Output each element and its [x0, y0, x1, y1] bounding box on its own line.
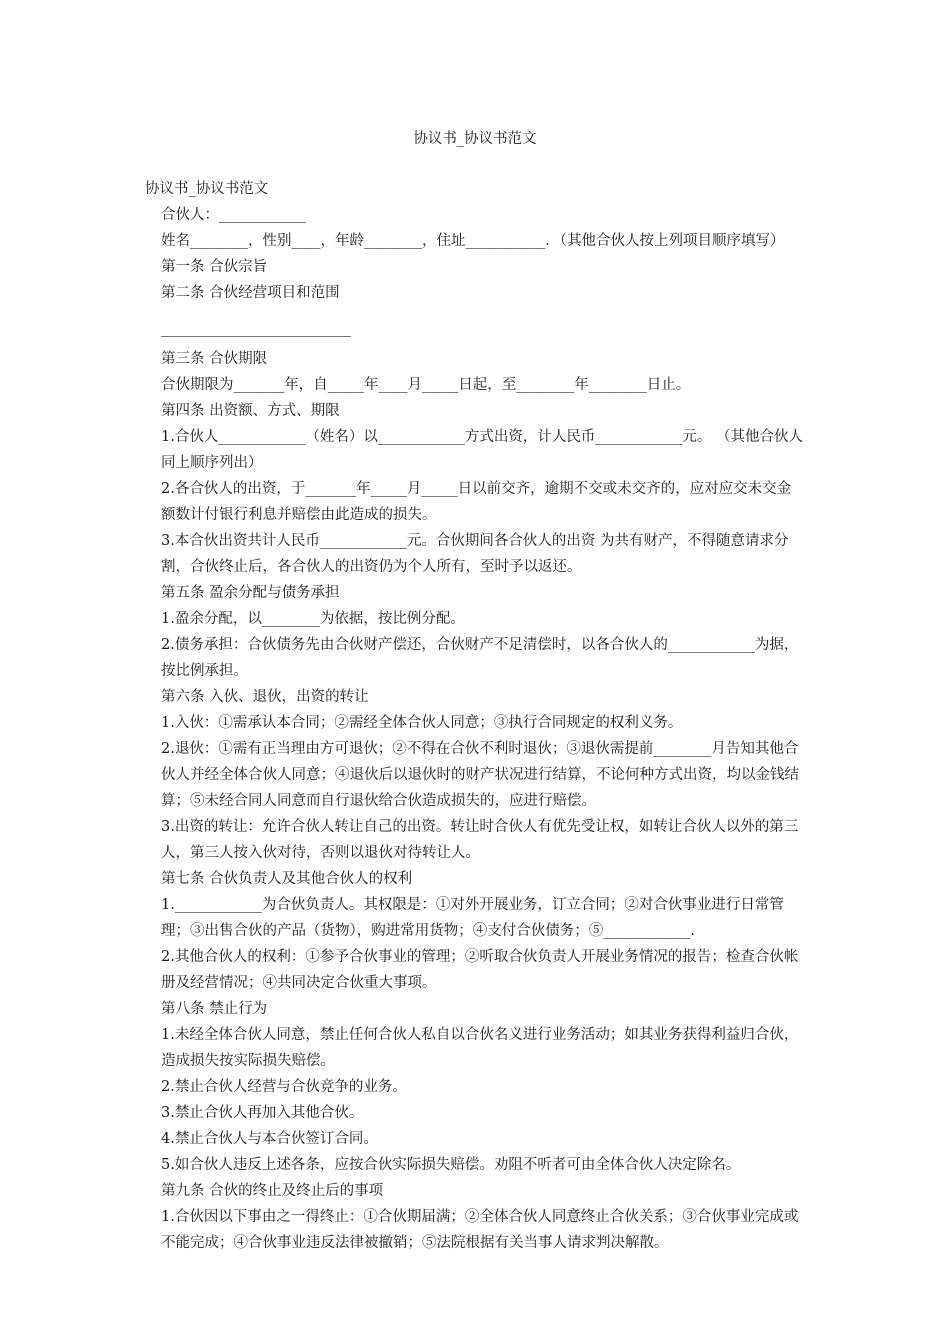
partner-info-fields: 姓名________，性别____，年龄________，住址___________．（其他合伙人按上列项目顺序填写） [161, 233, 785, 249]
prohibition-clause-2: 2.禁止合伙人经营与合伙竞争的业务。 [161, 1079, 407, 1095]
document-title: 协议书_协议书范文 [413, 131, 537, 147]
prohibition-clause-4: 4.禁止合伙人与本合伙签订合同。 [161, 1131, 378, 1147]
article-5-heading: 第五条 盈余分配与债务承担 [161, 585, 340, 601]
partner-field: 合伙人：____________ [161, 207, 306, 223]
blank-fill-line [161, 336, 351, 337]
article-9-heading: 第九条 合伙的终止及终止后的事项 [161, 1183, 384, 1199]
admission-clause-1: 1.入伙：①需承认本合同；②需经全体合伙人同意；③执行合同规定的权利义务。 [161, 715, 683, 731]
article-7-heading: 第七条 合伙负责人及其他合伙人的权利 [161, 871, 413, 887]
article-4-heading: 第四条 出资额、方式、期限 [161, 403, 340, 419]
article-8-heading: 第八条 禁止行为 [161, 1001, 268, 1017]
debt-clause-2: 2.债务承担：合伙债务先由合伙财产偿还，合伙财产不足清偿时，以各合伙人的____________为据，按比例承担。 [161, 637, 799, 679]
document-body [145, 176, 805, 1256]
prohibition-clause-3: 3.禁止合伙人再加入其他合伙。 [161, 1105, 364, 1121]
prohibition-clause-1: 1.未经全体合伙人同意，禁止任何合伙人私自以合伙名义进行业务活动；如其业务获得利益归合伙，造成损失按实际损失赔偿。 [161, 1027, 799, 1069]
manager-clause-1: 1.____________为合伙负责人。其权限是：①对外开展业务，订立合同；②对合伙事业进行日常管理；③出售合伙的产品（货物），购进常用货物；④支付合伙债务；⑤____________. [161, 897, 784, 939]
capital-clause-2: 2.各合伙人的出资，于_______年_____月_____日以前交齐，逾期不交或未交齐的，应对应交未交金额数计付银行利息并赔偿由此造成的损失。 [161, 481, 792, 523]
rights-clause-2: 2.其他合伙人的权利：①参予合伙事业的管理；②听取合伙负责人开展业务情况的报告；检查合伙帐册及经营情况；④共同决定合伙重大事项。 [161, 949, 799, 991]
heading-line: 协议书_协议书范文 [145, 181, 269, 197]
termination-clause-1: 1.合伙因以下事由之一得终止：①合伙期届满；②全体合伙人同意终止合伙关系；③合伙事业完成或不能完成；④合伙事业违反法律被撤销；⑤法院根据有关当事人请求判决解散。 [161, 1209, 799, 1251]
capital-clause-3: 3.本合伙出资共计人民币____________元。合伙期间各合伙人的出资 为共有财产，不得随意请求分割，合伙终止后，各合伙人的出资仍为个人所有，至时予以返还。 [161, 533, 789, 575]
article-2-heading: 第二条 合伙经营项目和范围 [161, 285, 340, 301]
term-clause: 合伙期限为_______年，自_____年____月_____日起，至________年________日止。 [161, 377, 691, 393]
withdrawal-clause-2: 2.退伙：①需有正当理由方可退伙；②不得在合伙不利时退伙；③退伙需提前________月告知其他合伙人并经全体合伙人同意；④退伙后以退伙时的财产状况进行结算，不论何种方式出资，均以金钱结算；⑤未经合同人同意而自行退伙给合伙造成损失的，应进行赔偿。 [161, 741, 799, 809]
capital-clause-1: 1.合伙人____________（姓名）以____________方式出资，计人民币____________元。 （其他合伙人同上顺序列出） [161, 429, 803, 471]
profit-clause-1: 1.盈余分配，以________为依据，按比例分配。 [161, 611, 465, 627]
article-1-heading: 第一条 合伙宗旨 [161, 259, 268, 275]
article-6-heading: 第六条 入伙、退伙，出资的转让 [161, 689, 369, 705]
prohibition-clause-5: 5.如合伙人违反上述各条，应按合伙实际损失赔偿。劝阻不听者可由全体合伙人决定除名。 [161, 1157, 741, 1173]
article-3-heading: 第三条 合伙期限 [161, 351, 268, 367]
transfer-clause-3: 3.出资的转让：允许合伙人转让自己的出资。转让时合伙人有优先受让权，如转让合伙人以外的第三人，第三人按入伙对待，否则以退伙对待转让人。 [161, 819, 799, 861]
